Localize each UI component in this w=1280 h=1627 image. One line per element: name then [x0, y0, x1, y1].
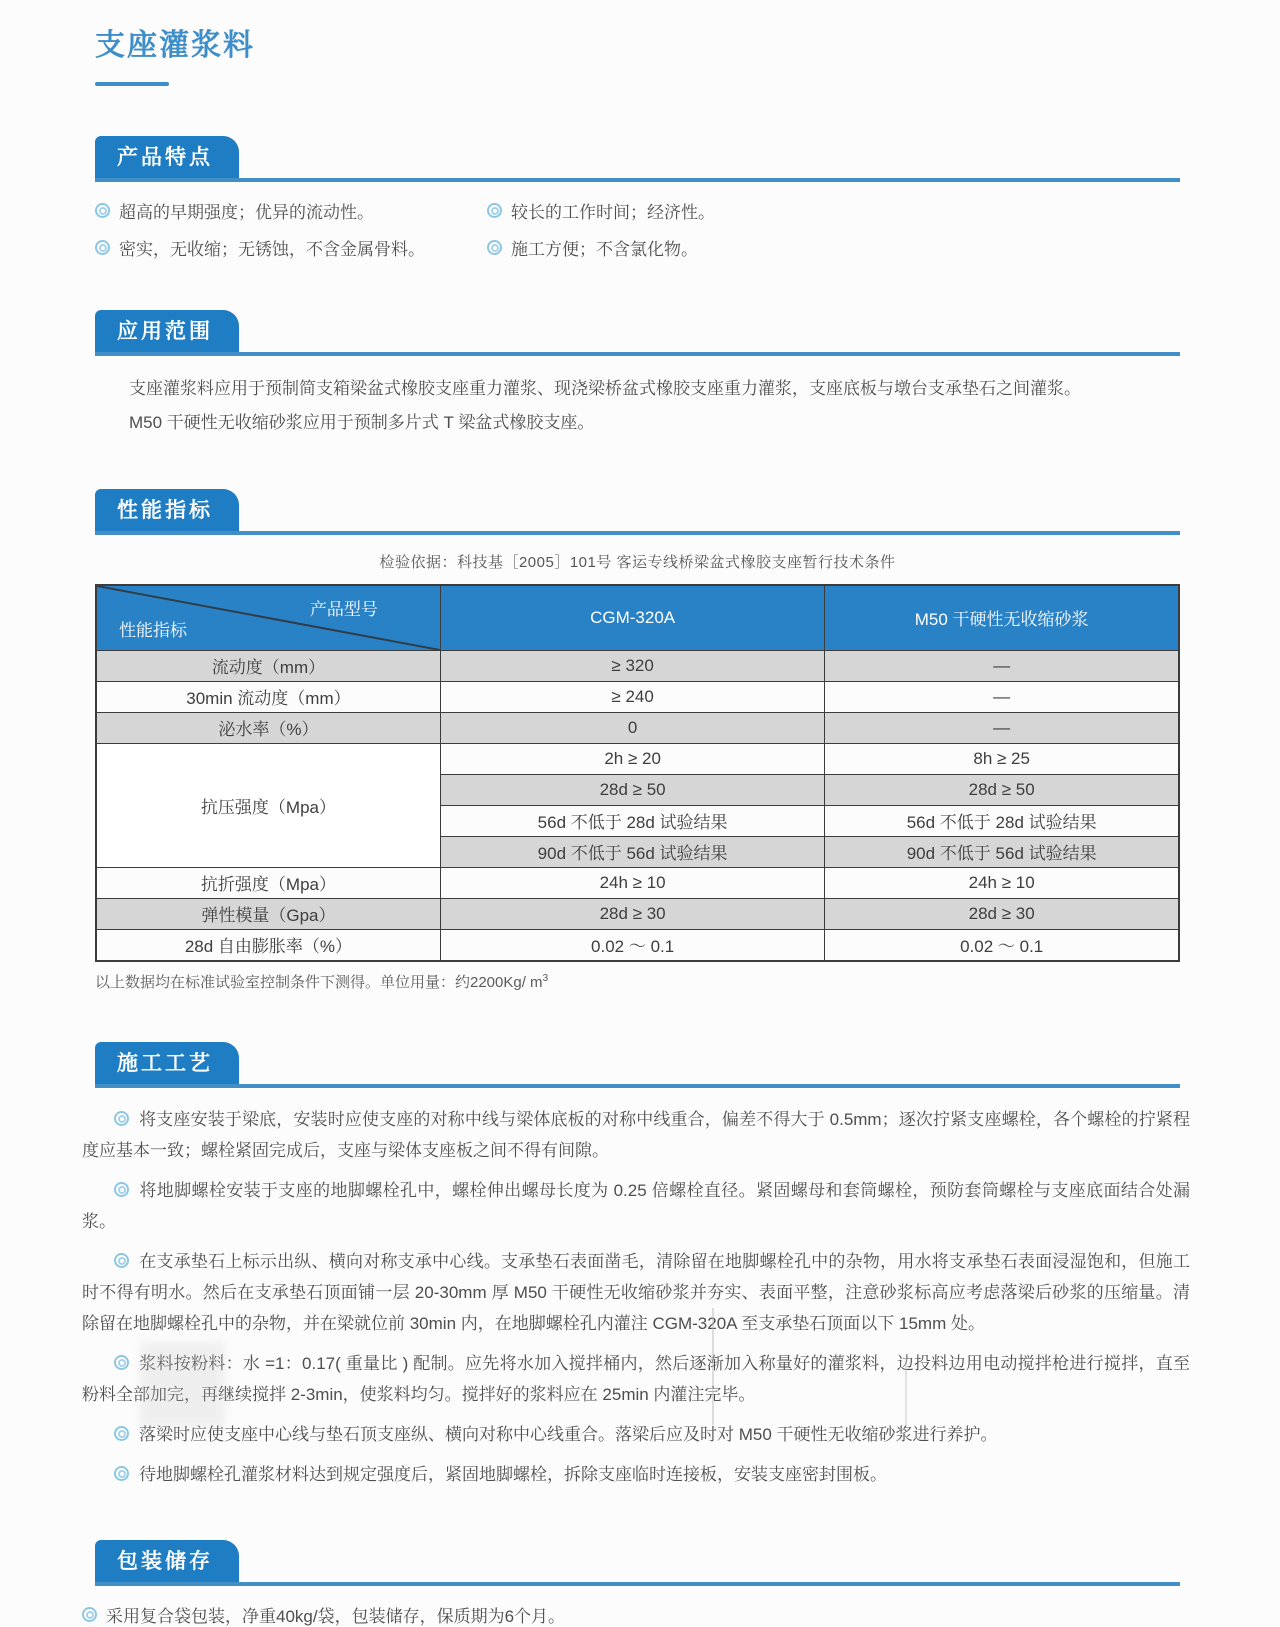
cell-value: 0.02 ～ 0.1 [825, 929, 1179, 961]
list-item [82, 1459, 1190, 1490]
section-tab-application: 应用范围 [95, 310, 239, 352]
feature-text: 密实，无收缩；无锈蚀，不含金属骨料。 [119, 240, 425, 260]
step-text: 将支座安装于梁底，安装时应使支座的对称中线与梁体底板的对称中线重合，偏差不得大于 0.5mm；逐次拧紧支座螺栓，各个螺栓的拧紧程度应基本一致；螺栓紧固完成后，支座与梁体支座板之间不得有间隙。 [82, 1110, 1190, 1161]
cell-value: 8h ≥ 25 [825, 743, 1179, 774]
section-tab-construction: 施工工艺 [95, 1042, 239, 1084]
cell-value: ≥ 240 [440, 681, 824, 712]
cell-value: 2h ≥ 20 [440, 743, 824, 774]
feature-text: 超高的早期强度；优异的流动性。 [119, 203, 374, 223]
table-header-row [96, 585, 1179, 651]
cell-value: 28d ≥ 50 [825, 774, 1179, 805]
cell-value: — [825, 681, 1179, 712]
cell-label: 30min 流动度（mm） [96, 681, 440, 712]
list-item [487, 198, 1180, 223]
cell-label: 流动度（mm） [96, 650, 440, 681]
cell-value: 56d 不低于 28d 试验结果 [825, 805, 1179, 836]
bullet-circle-icon [114, 1182, 129, 1197]
bullet-circle-icon [114, 1466, 129, 1481]
list-item [82, 1348, 1190, 1410]
section-header-application [95, 310, 1180, 356]
section-header-construction [95, 1042, 1180, 1088]
cell-value: 0.02 ～ 0.1 [440, 929, 824, 961]
cell-value: 28d ≥ 30 [440, 898, 824, 929]
cell-value: 90d 不低于 56d 试验结果 [825, 836, 1179, 867]
bullet-circle-icon [82, 1607, 97, 1622]
bullet-circle-icon [114, 1111, 129, 1126]
application-text [95, 372, 1180, 438]
column-header-cgm320a: CGM-320A [440, 585, 824, 651]
list-item [95, 235, 487, 260]
table-row [96, 929, 1179, 961]
page-title: 支座灌浆料 [95, 29, 255, 62]
corner-label-product-model: 产品型号 [309, 599, 378, 619]
list-item [82, 1175, 1190, 1237]
cell-value: 24h ≥ 10 [825, 867, 1179, 898]
bullet-circle-icon [114, 1253, 129, 1268]
section-tab-packaging: 包装储存 [95, 1540, 239, 1582]
step-text: 浆料按粉料：水 =1：0.17( 重量比 ) 配制。应先将水加入搅拌桶内，然后逐渐加入称量好的灌浆料，边投料边用电动搅拌枪进行搅拌，直至粉料全部加完，再继续搅拌 2-3min，使浆料均匀。搅拌好的浆料应在 25min 内灌注完毕。 [82, 1354, 1190, 1405]
bullet-circle-icon [95, 240, 110, 255]
step-text: 将地脚螺栓安装于支座的地脚螺栓孔中，螺栓伸出螺母长度为 0.25 倍螺栓直径。紧固螺母和套筒螺栓，预防套筒螺栓与支座底面结合处漏浆。 [82, 1181, 1190, 1232]
cell-label: 28d 自由膨胀率（%） [96, 929, 440, 961]
cell-value: — [825, 712, 1179, 743]
section-header-performance [95, 489, 1180, 535]
feature-list [95, 198, 1180, 260]
cell-value: ≥ 320 [440, 650, 824, 681]
list-item [82, 1246, 1190, 1339]
performance-table [95, 584, 1180, 962]
cell-label: 泌水率（%） [96, 712, 440, 743]
scan-watermark-blob [140, 1342, 225, 1427]
cell-label: 抗折强度（Mpa） [96, 867, 440, 898]
cell-value: 0 [440, 712, 824, 743]
table-row [96, 681, 1179, 712]
cell-value: 56d 不低于 28d 试验结果 [440, 805, 824, 836]
bullet-circle-icon [114, 1355, 129, 1370]
cell-value: 90d 不低于 56d 试验结果 [440, 836, 824, 867]
cell-value: — [825, 650, 1179, 681]
table-row [96, 650, 1179, 681]
table-row [96, 898, 1179, 929]
list-item [82, 1602, 1180, 1627]
section-header-features [95, 136, 1180, 182]
feature-text: 施工方便；不含氯化物。 [511, 240, 698, 260]
step-text: 落梁时应使支座中心线与垫石顶支座纵、横向对称中心线重合。落梁后应及时对 M50 干硬性无收缩砂浆进行养护。 [139, 1425, 998, 1445]
cell-value: 28d ≥ 30 [825, 898, 1179, 929]
feature-text: 较长的工作时间；经济性。 [511, 203, 715, 223]
construction-steps [82, 1104, 1190, 1490]
list-item [95, 198, 487, 223]
list-item [82, 1419, 1190, 1450]
title-underline [95, 82, 169, 86]
section-tab-performance: 性能指标 [95, 489, 239, 531]
cell-label-compressive: 抗压强度（Mpa） [96, 743, 440, 867]
scan-artifact-line [712, 1308, 714, 1425]
cell-value: 24h ≥ 10 [440, 867, 824, 898]
table-row [96, 867, 1179, 898]
bullet-circle-icon [487, 203, 502, 218]
list-item [487, 235, 1180, 260]
cell-label: 弹性模量（Gpa） [96, 898, 440, 929]
application-line: M50 干硬性无收缩砂浆应用于预制多片式 T 梁盆式橡胶支座。 [129, 412, 595, 432]
application-line: 支座灌浆料应用于预制简支箱梁盆式橡胶支座重力灌浆、现浇梁桥盆式橡胶支座重力灌浆，支座底板与墩台支承垫石之间灌浆。 [129, 379, 1081, 399]
footnote-superscript: 3 [542, 972, 549, 984]
bullet-circle-icon [95, 203, 110, 218]
bullet-circle-icon [487, 240, 502, 255]
list-item [82, 1104, 1190, 1166]
packaging-text: 采用复合袋包装，净重40kg/袋，包装储存，保质期为6个月。 [106, 1607, 566, 1627]
step-text: 在支承垫石上标示出纵、横向对称支承中心线。支承垫石表面凿毛，清除留在地脚螺栓孔中的杂物，用水将支承垫石表面浸湿饱和，但施工时不得有明水。然后在支承垫石顶面铺一层 20-30mm 厚 M50 干硬性无收缩砂浆并夯实、表面平整，注意砂浆标高应考虑落梁后砂浆的压缩量。清除留在地脚螺栓孔中的杂物，并在梁就位前 30min 内，在地脚螺栓孔内灌注 CGM-320A 至支承垫石顶面以下 15mm 处。 [82, 1252, 1190, 1334]
cell-value: 28d ≥ 50 [440, 774, 824, 805]
section-tab-features: 产品特点 [95, 136, 239, 178]
bullet-circle-icon [114, 1426, 129, 1441]
corner-label-indicator: 性能指标 [119, 620, 187, 640]
corner-header-cell [96, 585, 440, 651]
column-header-m50: M50 干硬性无收缩砂浆 [825, 585, 1179, 651]
table-row [96, 712, 1179, 743]
table-footnote [95, 971, 1180, 992]
scan-artifact-line [905, 1358, 907, 1425]
footnote-text: 以上数据均在标准试验室控制条件下测得。单位用量：约2200Kg/ m [95, 973, 543, 991]
step-text: 待地脚螺栓孔灌浆材料达到规定强度后，紧固地脚螺栓，拆除支座临时连接板，安装支座密封围板。 [139, 1465, 887, 1485]
table-row [96, 743, 1179, 774]
section-header-packaging [95, 1540, 1180, 1586]
test-basis-note: 检验依据：科技基［2005］101号 客运专线桥梁盆式橡胶支座暂行技术条件 [379, 553, 896, 571]
